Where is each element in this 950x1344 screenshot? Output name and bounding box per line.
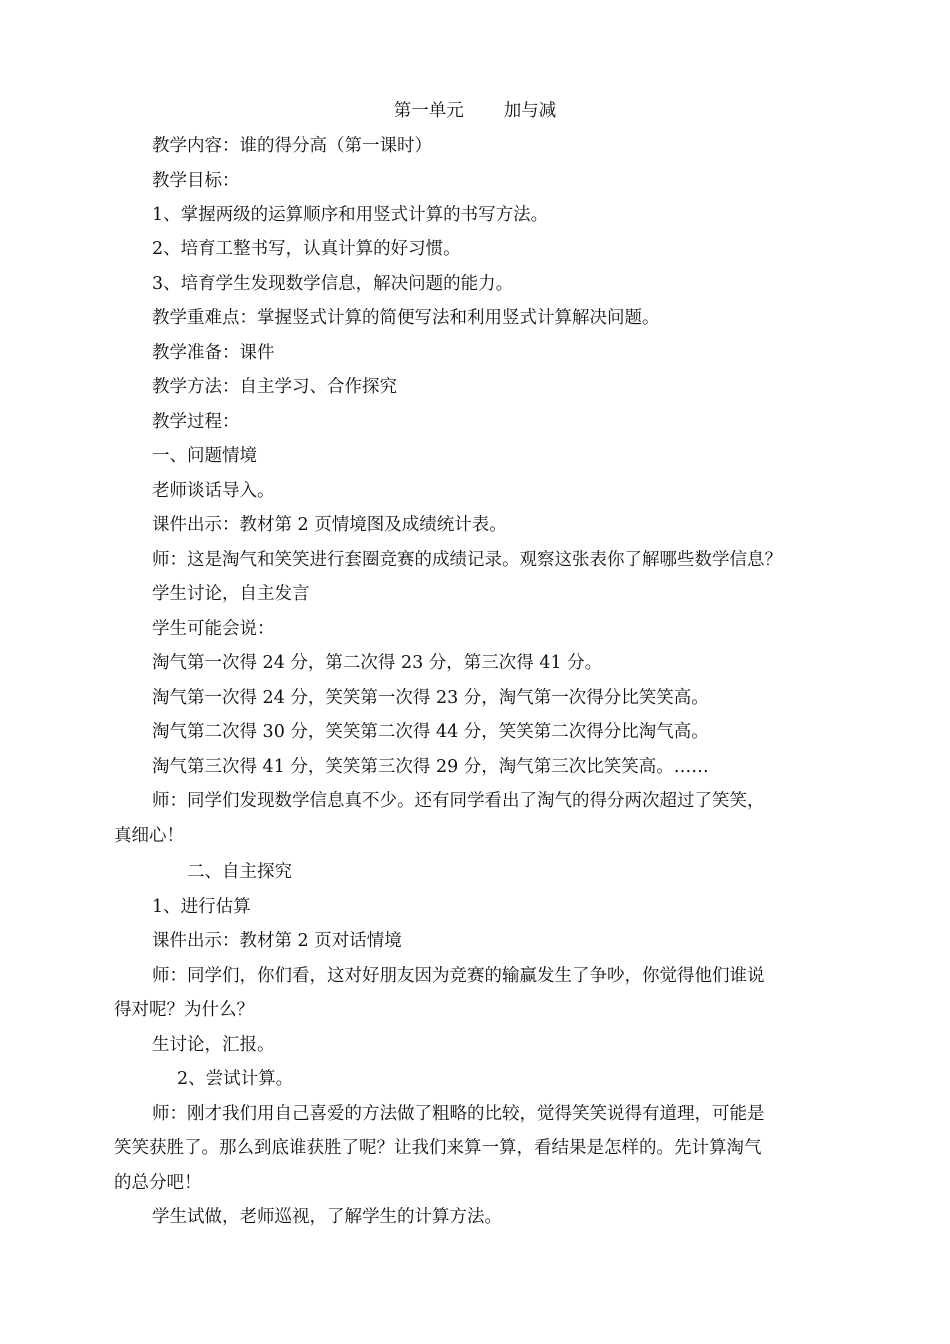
goal-item-1: 1、掌握两级的运算顺序和用竖式计算的书写方法。 xyxy=(152,205,549,225)
paragraph: 老师谈话导入。 xyxy=(152,481,275,501)
paragraph-continuation: 笑笑获胜了。那么到底谁获胜了呢？让我们来算一算，看结果是怎样的。先计算淘气 xyxy=(114,1138,762,1158)
teaching-goals-heading: 教学目标： xyxy=(152,171,240,191)
paragraph-continuation: 得对呢？为什么？ xyxy=(114,1000,254,1020)
teaching-content-line: 教学内容：谁的得分高（第一课时） xyxy=(152,136,432,156)
paragraph: 课件出示：教材第 2 页情境图及成绩统计表。 xyxy=(152,515,507,535)
method-line: 教学方法：自主学习、合作探究 xyxy=(152,377,397,397)
process-heading: 教学过程： xyxy=(152,412,240,432)
section-heading-2: 二、自主探究 xyxy=(187,862,292,882)
key-points-line: 教学重难点：掌握竖式计算的简便写法和利用竖式计算解决问题。 xyxy=(152,308,660,328)
paragraph: 师：同学们发现数学信息真不少。还有同学看出了淘气的得分两次超过了笑笑， xyxy=(152,791,765,811)
goal-item-3: 3、培育学生发现数学信息，解决问题的能力。 xyxy=(152,274,514,294)
paragraph: 师：同学们，你们看，这对好朋友因为竞赛的输赢发生了争吵，你觉得他们谁说 xyxy=(152,966,765,986)
paragraph: 淘气第一次得 24 分，第二次得 23 分，第三次得 41 分。 xyxy=(152,653,603,673)
page-title xyxy=(0,99,950,123)
paragraph: 生讨论，汇报。 xyxy=(152,1035,275,1055)
paragraph-continuation: 的总分吧！ xyxy=(114,1173,202,1193)
paragraph: 淘气第一次得 24 分，笑笑第一次得 23 分，淘气第一次得分比笑笑高。 xyxy=(152,688,709,708)
paragraph-continuation: 真细心！ xyxy=(114,826,184,846)
paragraph: 学生可能会说： xyxy=(152,619,275,639)
paragraph: 学生讨论，自主发言 xyxy=(152,584,310,604)
unit-topic: 加与减 xyxy=(503,101,557,121)
goal-item-2: 2、培育工整书写，认真计算的好习惯。 xyxy=(152,239,461,259)
paragraph: 2、尝试计算。 xyxy=(177,1069,294,1089)
paragraph: 学生试做，老师巡视，了解学生的计算方法。 xyxy=(152,1207,502,1227)
paragraph: 淘气第三次得 41 分，笑笑第三次得 29 分，淘气第三次比笑笑高。…… xyxy=(152,757,709,777)
paragraph: 淘气第二次得 30 分，笑笑第二次得 44 分，笑笑第二次得分比淘气高。 xyxy=(152,722,709,742)
paragraph: 师：这是淘气和笑笑进行套圈竞赛的成绩记录。观察这张表你了解哪些数学信息？ xyxy=(152,550,782,570)
preparation-line: 教学准备：课件 xyxy=(152,343,275,363)
paragraph: 课件出示：教材第 2 页对话情境 xyxy=(152,931,402,951)
section-heading-1: 一、问题情境 xyxy=(152,446,257,466)
unit-label: 第一单元 xyxy=(393,101,464,121)
paragraph: 1、进行估算 xyxy=(152,897,251,917)
paragraph: 师：刚才我们用自己喜爱的方法做了粗略的比较，觉得笑笑说得有道理，可能是 xyxy=(152,1104,765,1124)
